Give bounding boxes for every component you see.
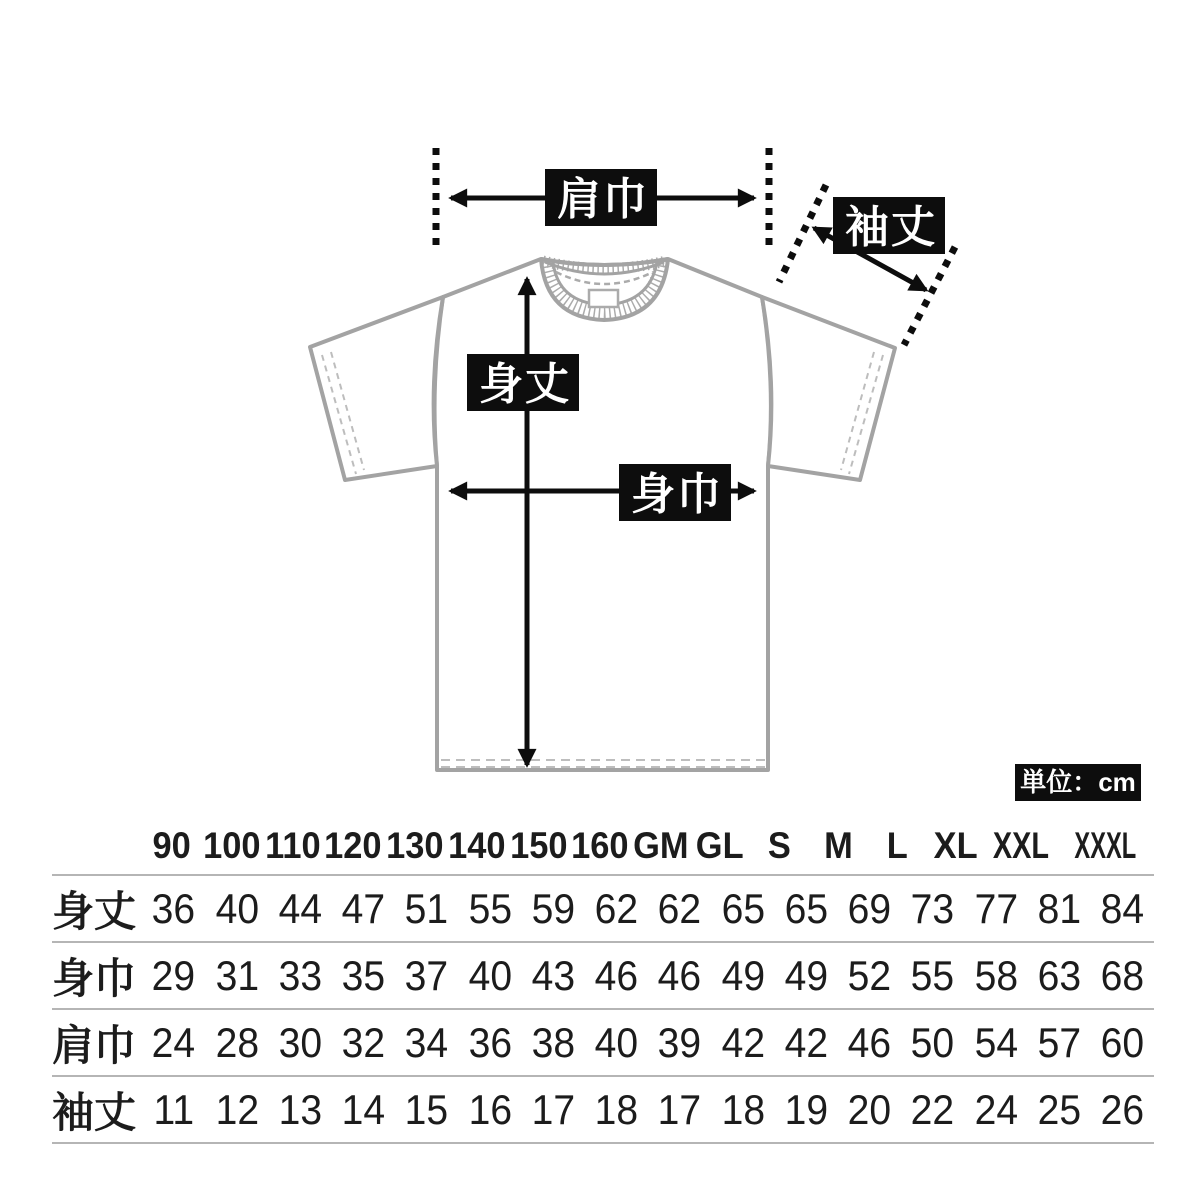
row-label-text: 身丈 xyxy=(52,887,137,935)
svg-text:単位：cm: 単位：cm xyxy=(1020,767,1136,797)
value-cell xyxy=(964,1019,1027,1067)
value-cell-text: 40 xyxy=(594,1018,639,1066)
size-table-body xyxy=(52,876,1154,1144)
row-label xyxy=(52,946,142,1006)
value-cell xyxy=(142,952,205,1000)
value-cell xyxy=(458,1086,521,1134)
value-cell-text: 14 xyxy=(341,1085,386,1133)
value-cell-text: 55 xyxy=(910,951,955,999)
row-label-text: 肩巾 xyxy=(52,1021,137,1069)
value-cell xyxy=(838,1086,901,1134)
value-cell-text: 52 xyxy=(847,951,892,999)
row-label xyxy=(52,879,142,939)
value-cell xyxy=(522,885,585,933)
value-cell xyxy=(711,952,774,1000)
value-cell-text: 81 xyxy=(1037,884,1081,932)
value-cell-text: 44 xyxy=(278,884,322,932)
column-header-130 xyxy=(384,825,446,867)
value-cell-text: 42 xyxy=(721,1018,765,1066)
value-cell-text: 40 xyxy=(215,884,259,932)
column-header-xxl xyxy=(985,825,1057,867)
value-cell-text: 15 xyxy=(404,1085,449,1133)
column-header-xl xyxy=(926,825,985,867)
value-cell xyxy=(901,885,964,933)
value-cell xyxy=(648,952,711,1000)
value-cell xyxy=(775,1086,838,1134)
value-cell xyxy=(585,1019,648,1067)
value-cell-text: 77 xyxy=(974,884,1018,932)
value-cell xyxy=(901,1086,964,1134)
svg-text:身丈: 身丈 xyxy=(479,360,571,409)
column-header-xxxl xyxy=(1057,825,1154,867)
value-cell xyxy=(395,1086,458,1134)
value-cell-text: 39 xyxy=(657,1018,702,1066)
value-cell-text: 43 xyxy=(531,951,575,999)
value-cell xyxy=(395,885,458,933)
value-cell-text: 49 xyxy=(721,951,765,999)
value-cell-text: 40 xyxy=(468,951,512,999)
value-cell-text: 54 xyxy=(974,1018,1018,1066)
value-cell-text: 57 xyxy=(1037,1018,1081,1066)
value-cell xyxy=(711,1019,774,1067)
value-cell-text: 37 xyxy=(404,951,449,999)
column-header-110 xyxy=(263,825,323,867)
column-header-xxl-text: XXL xyxy=(993,825,1050,866)
column-header-gl-text: GL xyxy=(696,825,745,866)
column-header-160 xyxy=(569,825,631,867)
value-cell-text: 18 xyxy=(721,1085,765,1133)
column-header-120-text: 120 xyxy=(324,825,382,866)
value-cell-text: 13 xyxy=(278,1085,322,1133)
value-cell xyxy=(458,885,521,933)
value-cell xyxy=(142,1019,205,1067)
value-cell xyxy=(838,885,901,933)
column-header-120 xyxy=(322,825,384,867)
value-cell xyxy=(964,885,1027,933)
column-header-m xyxy=(809,825,868,867)
value-cell xyxy=(269,952,332,1000)
value-cell-text: 25 xyxy=(1037,1085,1081,1133)
row-label xyxy=(52,1013,142,1073)
value-cell xyxy=(585,885,648,933)
column-header-xl-text: XL xyxy=(933,825,978,866)
column-header-l-text: L xyxy=(886,825,908,866)
value-cell-text: 62 xyxy=(594,884,639,932)
row-label-text: 身巾 xyxy=(52,954,137,1002)
value-cell xyxy=(522,952,585,1000)
value-cell-text: 24 xyxy=(974,1085,1018,1133)
value-cell-text: 42 xyxy=(784,1018,828,1066)
column-header-150 xyxy=(508,825,570,867)
table-row xyxy=(52,876,1154,943)
size-table-header xyxy=(52,818,1154,876)
value-cell xyxy=(775,952,838,1000)
table-row xyxy=(52,1077,1154,1144)
value-cell-text: 51 xyxy=(404,884,449,932)
value-cell xyxy=(1028,952,1091,1000)
value-cell-text: 17 xyxy=(531,1085,575,1133)
value-cell-text: 35 xyxy=(341,951,386,999)
value-cell-text: 16 xyxy=(468,1085,512,1133)
value-cell-text: 19 xyxy=(784,1085,828,1133)
value-cell xyxy=(205,885,268,933)
value-cell-text: 26 xyxy=(1100,1085,1145,1133)
value-cell-text: 73 xyxy=(910,884,955,932)
value-cell-text: 62 xyxy=(657,884,702,932)
value-cell xyxy=(332,885,395,933)
value-cell-text: 28 xyxy=(215,1018,259,1066)
value-cell-text: 30 xyxy=(278,1018,322,1066)
column-header-gm xyxy=(631,825,691,867)
table-row xyxy=(52,1010,1154,1077)
value-cell-text: 69 xyxy=(847,884,892,932)
column-header-130-text: 130 xyxy=(386,825,444,866)
column-header-90 xyxy=(142,825,201,867)
tshirt-illustration xyxy=(310,259,895,770)
size-table xyxy=(52,818,1154,1144)
value-cell-text: 32 xyxy=(341,1018,386,1066)
value-cell xyxy=(332,1019,395,1067)
value-cell-text: 12 xyxy=(215,1085,259,1133)
sleeve-length-label xyxy=(833,197,945,254)
column-header-110-text: 110 xyxy=(264,825,321,866)
value-cell xyxy=(458,1019,521,1067)
value-cell xyxy=(522,1019,585,1067)
value-cell-text: 84 xyxy=(1100,884,1145,932)
value-cell xyxy=(775,885,838,933)
value-cell xyxy=(522,1086,585,1134)
table-row xyxy=(52,943,1154,1010)
value-cell xyxy=(142,1086,205,1134)
column-header-gm-text: GM xyxy=(633,825,689,866)
value-cell xyxy=(585,1086,648,1134)
column-header-m-text: M xyxy=(823,825,853,866)
value-cell xyxy=(838,1019,901,1067)
value-cell-text: 11 xyxy=(153,1085,194,1133)
value-cell xyxy=(1028,1019,1091,1067)
value-cell-text: 24 xyxy=(151,1018,196,1066)
value-cell xyxy=(269,885,332,933)
value-cell-text: 34 xyxy=(404,1018,449,1066)
column-header-90-text: 90 xyxy=(152,825,191,866)
value-cell-text: 46 xyxy=(657,951,702,999)
row-label xyxy=(52,1080,142,1140)
value-cell-text: 29 xyxy=(151,951,196,999)
value-cell xyxy=(205,1086,268,1134)
value-cell xyxy=(205,1019,268,1067)
value-cell-text: 59 xyxy=(531,884,575,932)
tshirt-left-sleeve xyxy=(310,297,443,480)
value-cell xyxy=(395,952,458,1000)
value-cell xyxy=(1091,1086,1154,1134)
column-header-100 xyxy=(201,825,263,867)
value-cell-text: 50 xyxy=(910,1018,955,1066)
value-cell-text: 46 xyxy=(847,1018,892,1066)
column-header-s-text: S xyxy=(767,825,791,866)
value-cell xyxy=(1091,1019,1154,1067)
value-cell xyxy=(332,952,395,1000)
value-cell xyxy=(648,1086,711,1134)
value-cell xyxy=(269,1086,332,1134)
column-header-gl xyxy=(691,825,750,867)
column-header-150-text: 150 xyxy=(509,825,568,866)
shoulder-width-label xyxy=(545,169,657,226)
value-cell-text: 60 xyxy=(1100,1018,1145,1066)
value-cell-text: 49 xyxy=(784,951,828,999)
sleeve-guide-bottom xyxy=(904,247,955,345)
value-cell-text: 65 xyxy=(784,884,828,932)
svg-text:身巾: 身巾 xyxy=(631,470,723,519)
value-cell-text: 31 xyxy=(215,951,259,999)
body-length-label xyxy=(467,354,579,411)
header-spacer xyxy=(52,822,142,870)
value-cell-text: 68 xyxy=(1100,951,1145,999)
value-cell xyxy=(585,952,648,1000)
row-label-text: 袖丈 xyxy=(52,1088,137,1136)
value-cell xyxy=(901,1019,964,1067)
value-cell-text: 63 xyxy=(1037,951,1081,999)
value-cell-text: 22 xyxy=(910,1085,955,1133)
value-cell xyxy=(142,885,205,933)
value-cell xyxy=(1091,885,1154,933)
value-cell xyxy=(648,1019,711,1067)
value-cell-text: 46 xyxy=(594,951,639,999)
column-header-140-text: 140 xyxy=(448,825,506,866)
value-cell-text: 58 xyxy=(974,951,1018,999)
unit-badge xyxy=(1015,764,1141,801)
value-cell xyxy=(458,952,521,1000)
value-cell-text: 36 xyxy=(151,884,196,932)
value-cell xyxy=(1028,1086,1091,1134)
value-cell-text: 33 xyxy=(278,951,322,999)
svg-text:袖丈: 袖丈 xyxy=(845,203,937,252)
value-cell-text: 47 xyxy=(341,884,386,932)
column-header-xxxl-text: XXXL xyxy=(1074,825,1137,866)
column-header-160-text: 160 xyxy=(571,825,629,866)
value-cell-text: 65 xyxy=(721,884,765,932)
svg-text:肩巾: 肩巾 xyxy=(557,175,649,224)
value-cell-text: 17 xyxy=(657,1085,702,1133)
value-cell-text: 36 xyxy=(468,1018,512,1066)
column-header-s xyxy=(750,825,809,867)
value-cell xyxy=(711,1086,774,1134)
value-cell-text: 18 xyxy=(594,1085,639,1133)
tshirt-right-sleeve xyxy=(762,297,895,480)
value-cell xyxy=(775,1019,838,1067)
value-cell-text: 55 xyxy=(468,884,512,932)
column-header-100-text: 100 xyxy=(203,825,261,866)
value-cell xyxy=(205,952,268,1000)
value-cell xyxy=(1028,885,1091,933)
value-cell xyxy=(711,885,774,933)
body-width-label xyxy=(619,464,731,521)
value-cell xyxy=(332,1086,395,1134)
value-cell xyxy=(395,1019,458,1067)
value-cell xyxy=(269,1019,332,1067)
column-header-l xyxy=(868,825,927,867)
value-cell xyxy=(901,952,964,1000)
column-header-140 xyxy=(446,825,508,867)
value-cell xyxy=(648,885,711,933)
value-cell-text: 20 xyxy=(847,1085,892,1133)
collar-size-tag xyxy=(589,290,618,307)
value-cell xyxy=(1091,952,1154,1000)
value-cell xyxy=(838,952,901,1000)
value-cell xyxy=(964,1086,1027,1134)
value-cell xyxy=(964,952,1027,1000)
value-cell-text: 38 xyxy=(531,1018,575,1066)
